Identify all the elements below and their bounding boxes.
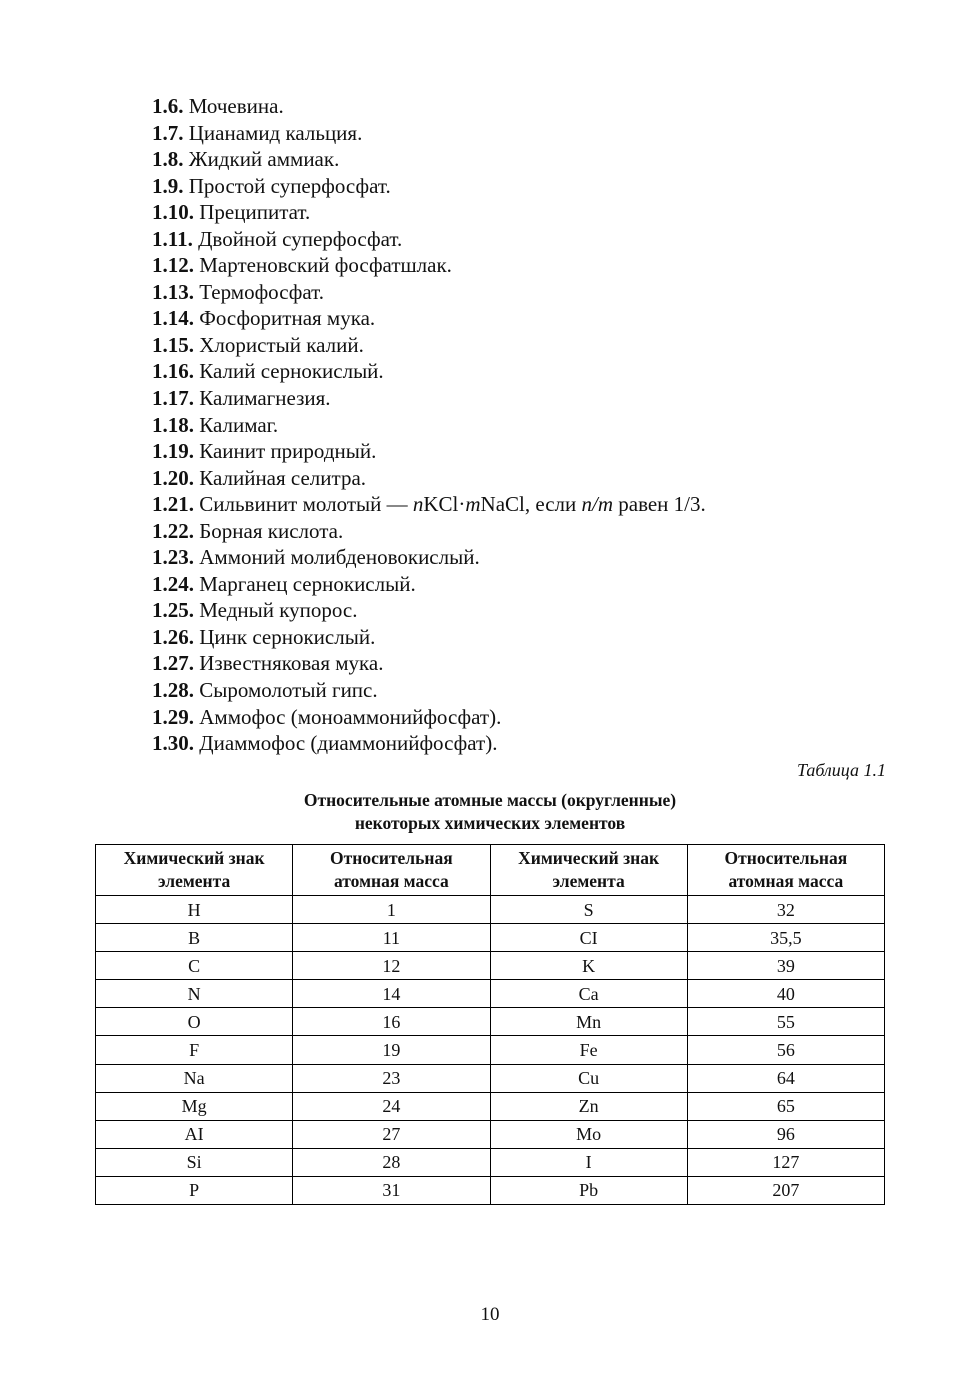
- item-number: 1.8.: [152, 147, 184, 172]
- item-text: Мартеновский фосфатшлак.: [199, 253, 452, 278]
- item-text: Известняковая мука.: [199, 651, 384, 676]
- table-cell: 65: [687, 1092, 884, 1120]
- table-cell: N: [96, 980, 293, 1008]
- text-segment: Сильвинит молотый —: [199, 492, 413, 517]
- list-item: [152, 677, 706, 704]
- italic-variable: n/m: [581, 492, 613, 517]
- table-cell: 55: [687, 1008, 884, 1036]
- list-item: [152, 412, 706, 439]
- column-header: [96, 845, 293, 896]
- page-number: 10: [480, 1304, 500, 1325]
- item-number: 1.19.: [152, 439, 194, 464]
- item-text: Марганец сернокислый.: [199, 571, 416, 596]
- item-number: 1.12.: [152, 253, 194, 278]
- table-cell: H: [96, 896, 293, 924]
- item-number: 1.15.: [152, 332, 194, 357]
- list-item: [152, 465, 706, 492]
- list-item: [152, 624, 706, 651]
- table-row: [96, 1036, 885, 1064]
- table-body: [96, 896, 885, 1205]
- list-item: [152, 571, 706, 598]
- item-text: Цинк сернокислый.: [199, 624, 376, 649]
- table-row: [96, 896, 885, 924]
- list-item: [152, 332, 706, 359]
- item-number: 1.13.: [152, 279, 194, 304]
- item-number: 1.10.: [152, 200, 194, 225]
- list-item: [152, 146, 706, 173]
- table-cell: F: [96, 1036, 293, 1064]
- table-cell: 16: [293, 1008, 490, 1036]
- table-cell: 24: [293, 1092, 490, 1120]
- text-segment: KCl·: [423, 492, 466, 517]
- item-text: Термофосфат.: [199, 279, 325, 304]
- item-text: Калий сернокислый.: [199, 359, 384, 384]
- table-cell: 23: [293, 1064, 490, 1092]
- table-cell: Na: [96, 1064, 293, 1092]
- item-number: 1.24.: [152, 571, 194, 596]
- item-number: 1.18.: [152, 412, 194, 437]
- list-item: [152, 279, 706, 306]
- table-cell: 28: [293, 1148, 490, 1176]
- column-header: [490, 845, 687, 896]
- list-item: [152, 358, 706, 385]
- italic-variable: n: [412, 492, 424, 517]
- item-text: Аммофос (моноаммонийфосфат).: [199, 704, 502, 729]
- list-item: [152, 597, 706, 624]
- item-number: 1.16.: [152, 359, 194, 384]
- column-header-line: Химический знак: [518, 848, 660, 868]
- table-cell: Cu: [490, 1064, 687, 1092]
- list-item: [152, 650, 706, 677]
- item-number: 1.6.: [152, 94, 184, 118]
- item-text: Калийная селитра.: [199, 465, 367, 490]
- table-cell: Fe: [490, 1036, 687, 1064]
- column-header-line: элемента: [158, 871, 231, 891]
- list-item: [152, 491, 706, 518]
- list-item: [152, 730, 706, 757]
- item-text: Двойной суперфосфат.: [198, 226, 403, 251]
- table-row: [96, 952, 885, 980]
- column-header-line: элемента: [552, 871, 625, 891]
- text-segment: NaCl, если: [480, 492, 582, 517]
- table-cell: 14: [293, 980, 490, 1008]
- item-number: 1.20.: [152, 465, 194, 490]
- atomic-mass-table: [95, 844, 885, 1205]
- table-label: Таблица 1.1: [796, 760, 886, 780]
- table-cell: 1: [293, 896, 490, 924]
- table-cell: 207: [687, 1176, 884, 1204]
- item-text: Цианамид кальция.: [188, 120, 363, 145]
- item-number: 1.22.: [152, 518, 194, 543]
- item-number: 1.21.: [152, 492, 194, 517]
- table-cell: O: [96, 1008, 293, 1036]
- item-text: Простой суперфосфат.: [188, 173, 391, 198]
- table-cell: Mo: [490, 1120, 687, 1148]
- item-text: Жидкий аммиак.: [188, 147, 340, 172]
- table-cell: K: [490, 952, 687, 980]
- table-cell: I: [490, 1148, 687, 1176]
- list-item: [152, 518, 706, 545]
- table-cell: 19: [293, 1036, 490, 1064]
- table-cell: Zn: [490, 1092, 687, 1120]
- list-item: [152, 173, 706, 200]
- table-cell: 12: [293, 952, 490, 980]
- table-cell: 39: [687, 952, 884, 980]
- table-cell: 32: [687, 896, 884, 924]
- table-cell: 40: [687, 980, 884, 1008]
- exercise-list: [152, 93, 706, 757]
- item-text: Хлористый калий.: [199, 332, 364, 357]
- item-text: Диаммофос (диаммонийфосфат).: [199, 731, 498, 756]
- item-number: 1.26.: [152, 624, 194, 649]
- table-cell: Mg: [96, 1092, 293, 1120]
- item-text: Фосфоритная мука.: [199, 306, 376, 331]
- table-cell: 11: [293, 924, 490, 952]
- table-cell: 27: [293, 1120, 490, 1148]
- table-row: [96, 1008, 885, 1036]
- item-text: Сыромолотый гипс.: [199, 678, 378, 703]
- list-item: [152, 120, 706, 147]
- column-header-line: Относительная: [330, 848, 453, 868]
- item-number: 1.28.: [152, 678, 194, 703]
- table-cell: S: [490, 896, 687, 924]
- table-row: [96, 1148, 885, 1176]
- table-cell: 56: [687, 1036, 884, 1064]
- item-text: Калимагнезия.: [199, 386, 331, 411]
- item-text: Аммоний молибденовокислый.: [199, 545, 480, 570]
- list-item: [152, 438, 706, 465]
- item-text: [199, 492, 706, 516]
- item-number: 1.30.: [152, 731, 194, 756]
- item-text: Медный купорос.: [199, 598, 358, 623]
- column-header: [293, 845, 490, 896]
- table-title: [95, 789, 885, 835]
- item-text: Каинит природный.: [199, 439, 377, 464]
- table-title-line-2: некоторых химических элементов: [354, 813, 626, 833]
- table-cell: AI: [96, 1120, 293, 1148]
- item-number: 1.23.: [152, 545, 194, 570]
- list-item: [152, 385, 706, 412]
- table-cell: 64: [687, 1064, 884, 1092]
- table-cell: 127: [687, 1148, 884, 1176]
- item-text: Борная кислота.: [199, 518, 344, 543]
- list-item: [152, 305, 706, 332]
- table-row: [96, 1092, 885, 1120]
- table-cell: P: [96, 1176, 293, 1204]
- table-cell: 96: [687, 1120, 884, 1148]
- table-row: [96, 1120, 885, 1148]
- column-header: [687, 845, 884, 896]
- item-text: Мочевина.: [188, 94, 284, 118]
- item-number: 1.25.: [152, 598, 194, 623]
- table-cell: 31: [293, 1176, 490, 1204]
- table-cell: 35,5: [687, 924, 884, 952]
- column-header-line: атомная масса: [728, 871, 844, 891]
- list-item: [152, 704, 706, 731]
- item-number: 1.29.: [152, 704, 194, 729]
- table-header-row: [96, 845, 885, 896]
- item-number: 1.11.: [152, 226, 193, 251]
- table-cell: Ca: [490, 980, 687, 1008]
- table-cell: B: [96, 924, 293, 952]
- list-item: [152, 199, 706, 226]
- text-segment: равен 1/3.: [613, 492, 706, 517]
- table-title-line-1: Относительные атомные массы (округленные): [303, 790, 677, 810]
- table-row: [96, 980, 885, 1008]
- list-item: [152, 252, 706, 279]
- column-header-line: Химический знак: [123, 848, 265, 868]
- table-row: [96, 924, 885, 952]
- table-cell: Pb: [490, 1176, 687, 1204]
- table-row: [96, 1176, 885, 1204]
- column-header-line: Относительная: [724, 848, 848, 868]
- item-text: Преципитат.: [199, 200, 311, 225]
- item-number: 1.7.: [152, 120, 184, 145]
- table-row: [96, 1064, 885, 1092]
- list-item: [152, 226, 706, 253]
- list-item: [152, 93, 706, 120]
- table-cell: C: [96, 952, 293, 980]
- table-cell: CI: [490, 924, 687, 952]
- item-number: 1.9.: [152, 173, 184, 198]
- table-cell: Mn: [490, 1008, 687, 1036]
- table-cell: Si: [96, 1148, 293, 1176]
- italic-variable: m: [465, 492, 481, 517]
- list-item: [152, 544, 706, 571]
- item-number: 1.14.: [152, 306, 194, 331]
- item-number: 1.17.: [152, 386, 194, 411]
- item-number: 1.27.: [152, 651, 194, 676]
- item-text: Калимаг.: [199, 412, 279, 437]
- column-header-line: атомная масса: [334, 871, 449, 891]
